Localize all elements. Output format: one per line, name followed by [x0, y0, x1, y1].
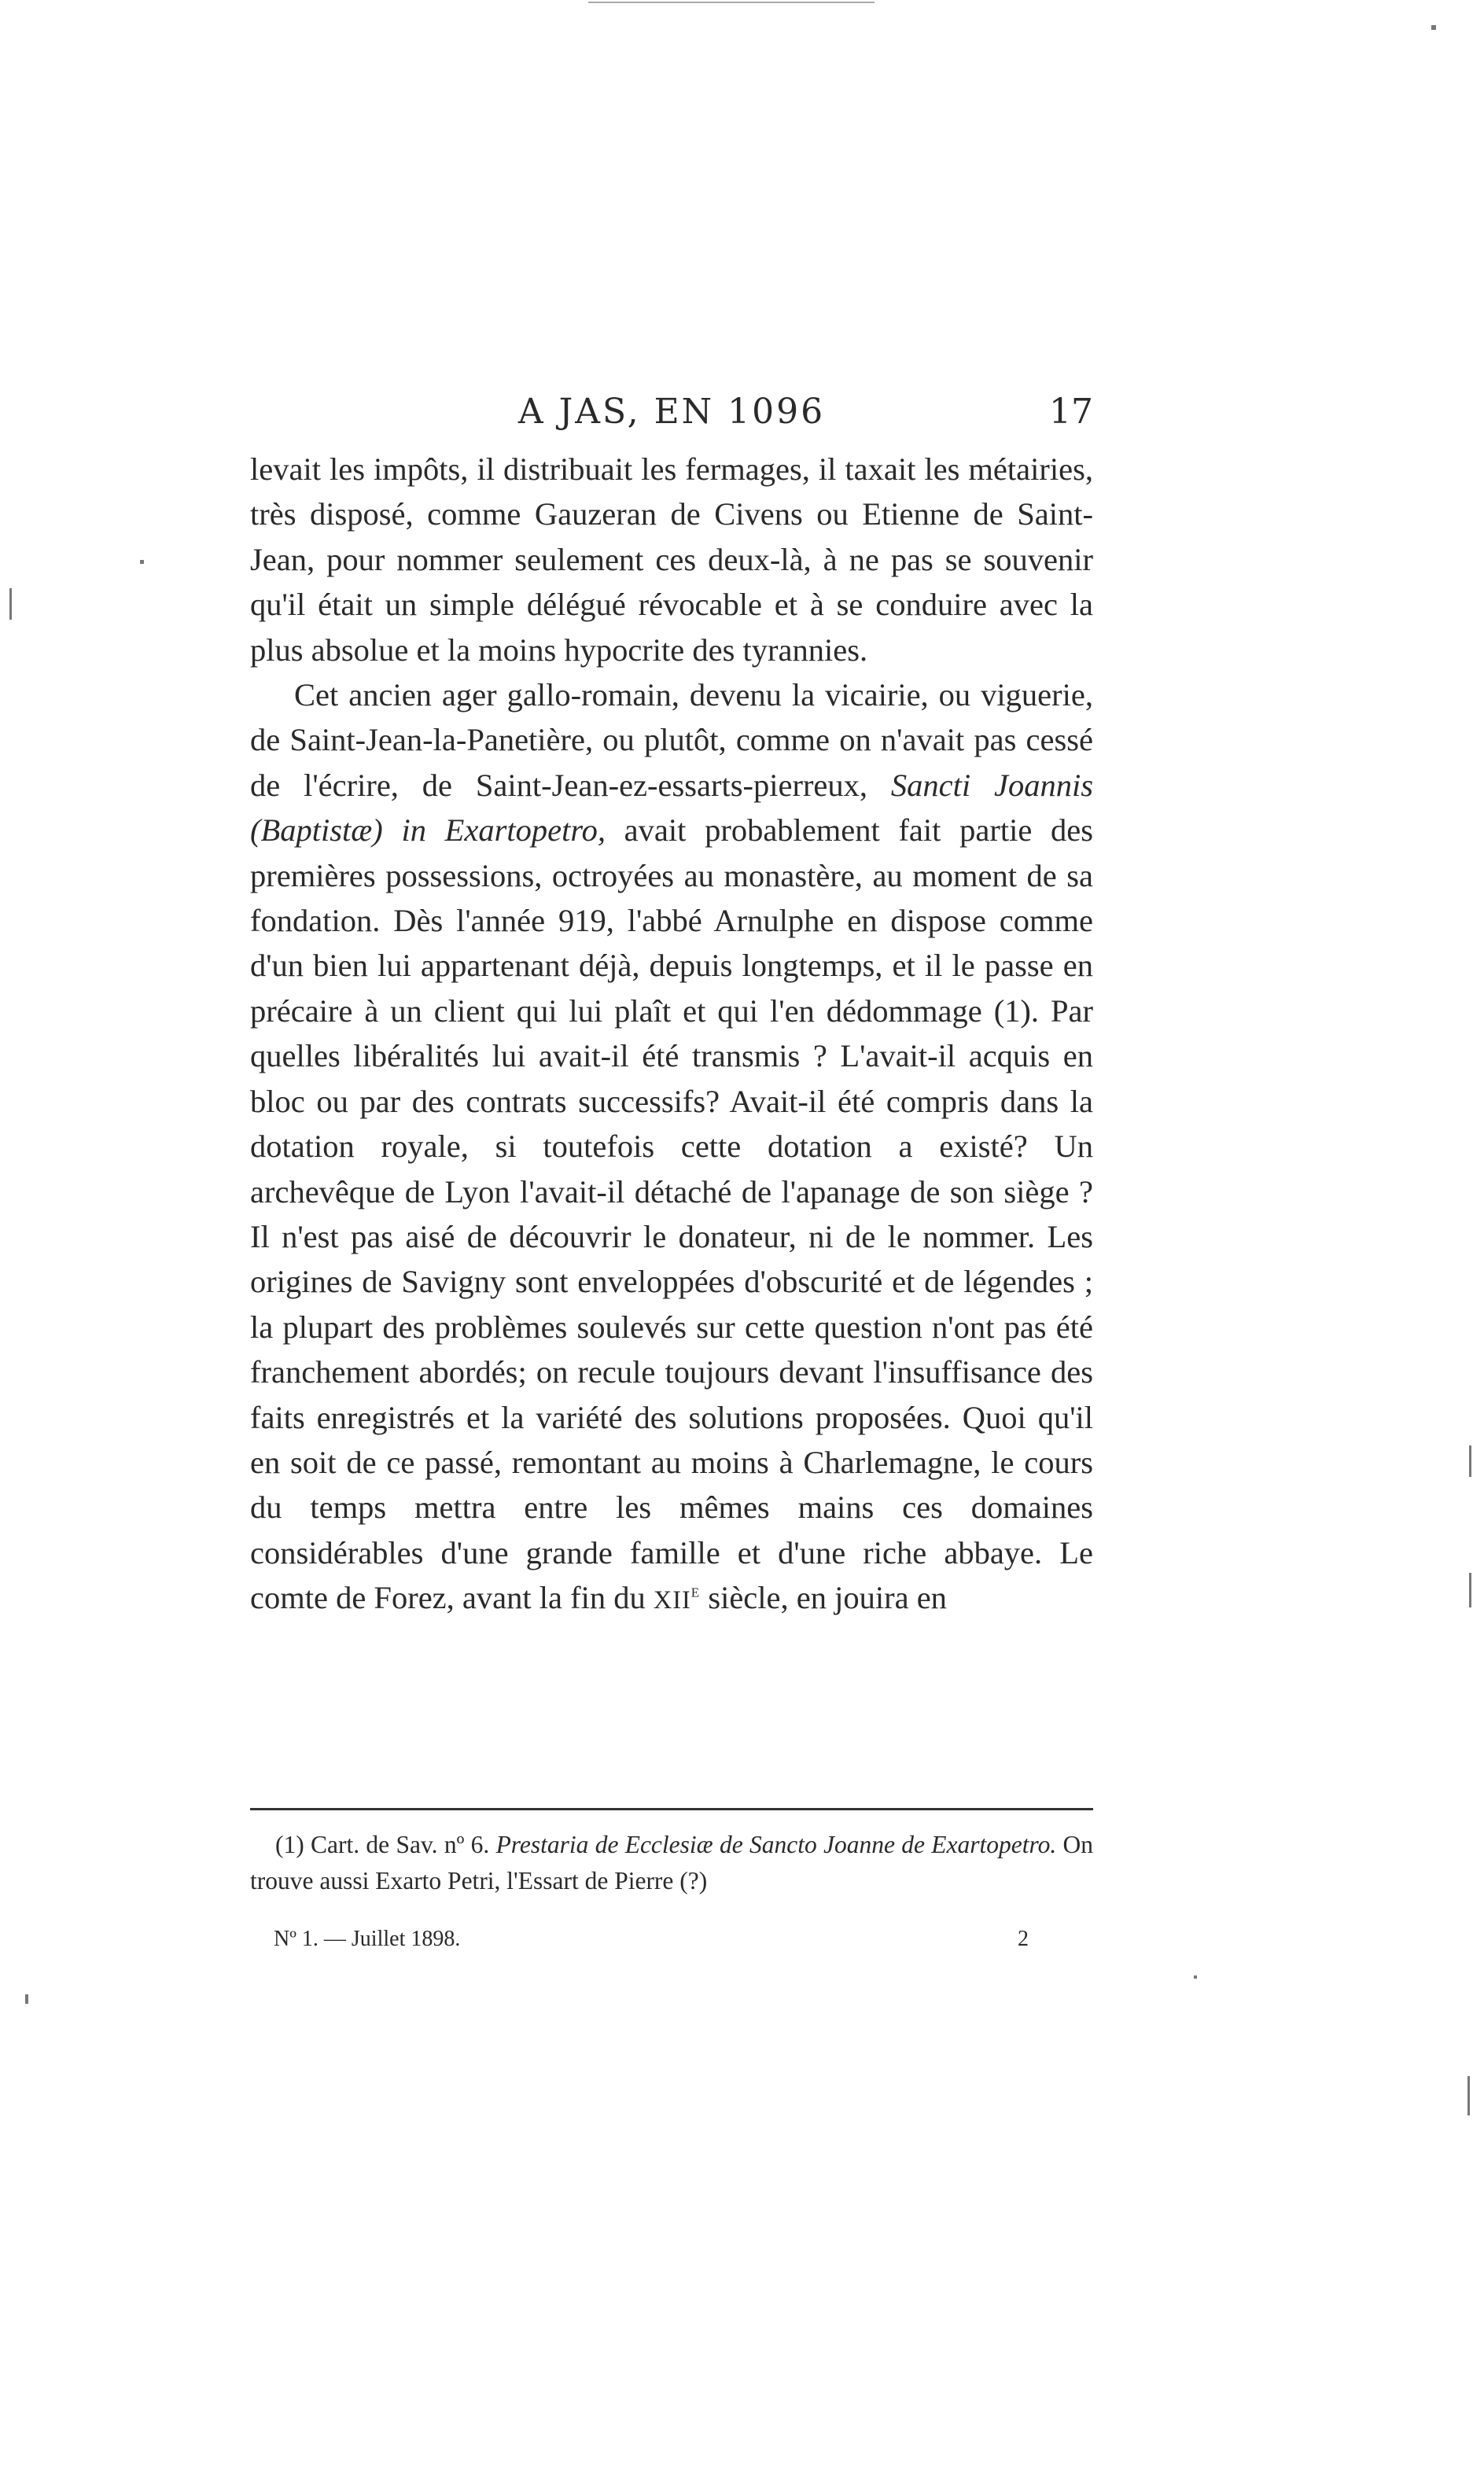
footnote-italic: Prestaria de Ecclesiæ de Sancto Joanne de Exartopetro.: [495, 1831, 1057, 1858]
paragraph-2-part-a: Cet ancien ager gallo-romain, devenu la vicairie, ou viguerie, de Saint-Jean-la-Panetière, ou plutôt, comme on n'avait pas cessé de l'écrire, de Saint-Jean-ez-essarts-pierreux,: [250, 677, 1093, 803]
footnote-text-b: On trouve aussi Exarto Petri, l'Essart de Pierre (?): [250, 1831, 1094, 1894]
century-roman: XII: [653, 1586, 691, 1615]
century-numeral: [654, 1580, 700, 1615]
sheet-signature: 2: [1018, 1927, 1029, 1951]
scan-speck: [140, 560, 144, 564]
issue-label: Nº 1. — Juillet 1898.: [274, 1927, 461, 1951]
scan-speck: [9, 588, 12, 620]
signature-line: [274, 1927, 1029, 1952]
top-edge-rule: [588, 2, 875, 3]
paragraph-2-part-c: siècle, en jouira en: [700, 1580, 947, 1616]
page-number: 17: [1049, 392, 1093, 432]
scan-speck: [1431, 25, 1436, 30]
paragraph-2-italic-title: Sancti Joannis (Baptistæ) in Exartopetro,: [250, 767, 1093, 849]
scan-speck: [1467, 2076, 1470, 2115]
scan-speck: [1194, 1975, 1197, 1979]
running-header: [250, 392, 1093, 439]
running-title: A JAS, EN 1096: [517, 392, 826, 432]
scan-speck: [25, 1994, 28, 2004]
footnote-rule: [250, 1808, 1093, 1810]
footnote-text-a: Cart. de Sav. nº 6.: [304, 1831, 496, 1858]
footnote-marker: (1): [275, 1831, 304, 1858]
paragraph-2-part-b: avait probablement fait partie des premières possessions, octroyées au monastère, au moment de sa fondation. Dès l'année 919, l'abbé Arnulphe en dispose comme d'un bien lui appartenant déjà, depuis longtemps, et il le passe en précaire à un client qui lui plaît et qui l'en dédommage (1). Par quelles libéralités lui avait-il été transmis ? L'avait-il acquis en bloc ou par des contrats successifs? Avait-il été compris dans la dotation royale, si toutefois cette dotation a existé? Un archevêque de Lyon l'avait-il détaché de l'apanage de son siège ? Il n'est pas aisé de découvrir le donateur, ni de le nommer. Les origines de Savigny sont enveloppées d'obscurité et de légendes ; la plupart des problèmes soulevés sur cette question n'ont pas été franchement abordés; on recule toujours devant l'insuffisance des faits enregistrés et la variété des solutions proposées. Quoi qu'il en soit de ce passé, remontant au moins à Charlemagne, le cours du temps mettra entre les mêmes mains ces domaines considérables d'une grande famille et d'une riche abbaye. Le comte de Forez, avant la fin du: [250, 812, 1093, 1616]
century-superscript: e: [690, 1580, 701, 1602]
footnote: [250, 1827, 1093, 1899]
paragraph-2: [250, 672, 1093, 1624]
body-text: [250, 447, 1093, 1624]
scan-speck: [1469, 1445, 1471, 1477]
paragraph-1: levait les impôts, il distribuait les fermages, il taxait les métairies, très disposé, comme Gauzeran de Civens ou Etienne de Saint-Jean, pour nommer seulement ces deux-là, à ne pas se souvenir qu'il était un simple délégué révocable et à se conduire avec la plus absolue et la moins hypocrite des tyrannies.: [250, 451, 1093, 668]
scan-speck: [1469, 1573, 1471, 1607]
